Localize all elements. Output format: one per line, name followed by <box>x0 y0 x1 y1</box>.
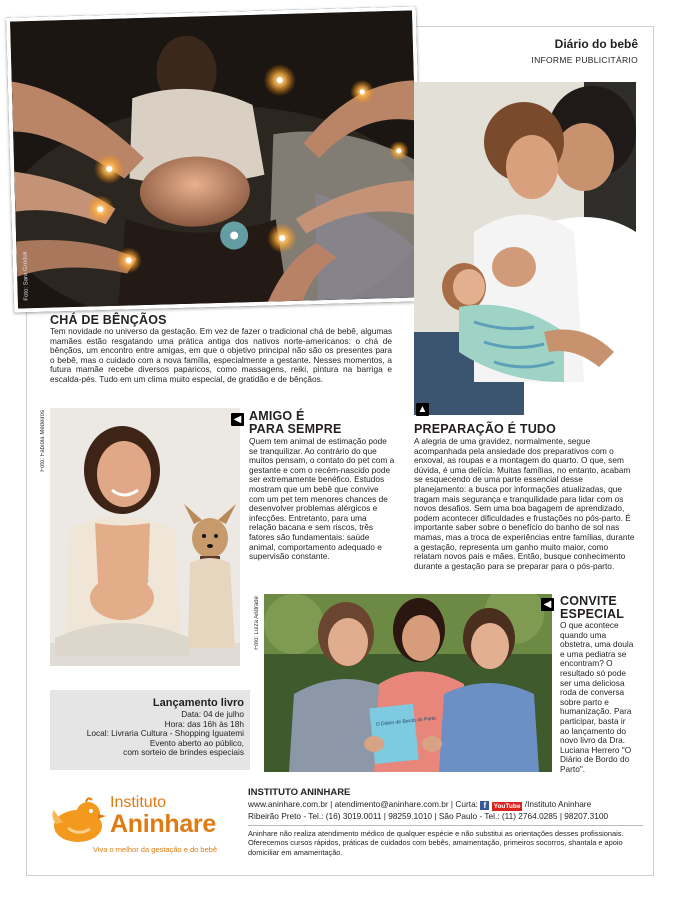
lancamento-note2: com sorteio de brindes especiais <box>123 747 244 758</box>
phone-line: Ribeirão Preto - Tel.: (16) 3019.0011 | 98259.1010 | São Paulo - Tel.: (11) 2764.0285 | 98207.3100 <box>248 811 609 821</box>
preparacao-text: A alegria de uma gravidez, normalmente, segue acompanhada pela ansiedade dos preparativos com o enxoval, as roupas e a montagem do quarto. O que, sem dúvida, é uma delícia. Muitas famílias, no entanto, acabam se esquecendo de uma parte essencial desse planejamento: a busca por informações atualizadas, que tragam mais segurança e tranquilidade para lidar com os novos desafios. Sem uma boa bagagem de aprendizado, podem acontecer dificuldades e frustações no pós-parto. É importante saber sobre o benefício do banho de sol nas mamas, mas a troca de experiências entre famílias, durante a gestação, representa um ganho muito maior, como relatam novos pais e mães. Então, busque conhecimento durante a gestação para se preparar para o pós-parto. <box>414 436 635 571</box>
email-link[interactable]: atendimento@aninhare.com.br <box>334 799 449 809</box>
logo-tagline: Viva o melhor da gestação e do bebê <box>93 845 218 854</box>
youtube-icon[interactable]: YouTube <box>493 803 521 810</box>
phone-ribeirao: Ribeirão Preto - Tel.: (16) 3019.0011 | 98259.1010 <box>248 811 433 821</box>
arrow-left-icon: ◀ <box>231 413 244 426</box>
family-photo <box>414 82 636 415</box>
arrow-left-icon: ◀ <box>541 598 554 611</box>
facebook-icon[interactable]: f <box>480 801 489 810</box>
phone-sao-paulo: São Paulo - Tel.: (11) 2764.0285 | 98207.3100 <box>438 811 609 821</box>
arrow-up-icon: ▲ <box>417 404 428 415</box>
book-photo-art <box>264 594 552 772</box>
candles-photo-art <box>10 10 420 308</box>
curta-label: Curta: <box>455 799 478 809</box>
institute-name: INSTITUTO ANINHARE <box>248 787 351 798</box>
family-photo-art <box>414 82 636 415</box>
book-photo <box>264 594 552 772</box>
photo-credit: Foto: Sara Gréduk <box>22 250 30 301</box>
lancamento-date: Data: 04 de julho <box>181 709 244 719</box>
convite-title-line2: ESPECIAL <box>560 607 625 621</box>
institute-info <box>248 787 643 857</box>
amigo-title <box>249 410 342 436</box>
header-title: Diário do bebê <box>554 37 638 51</box>
lancamento-info <box>54 697 244 758</box>
logo-line2: Aninhare <box>110 810 216 838</box>
social-handle: /Instituto Aninhare <box>524 799 592 809</box>
book-cover-text: O Diário de Bordo do Parto <box>375 715 437 728</box>
header-subtitle: INFORME PUBLICITÁRIO <box>531 55 638 65</box>
website-link[interactable]: www.aninhare.com.br <box>248 799 328 809</box>
pet-photo-art <box>50 408 240 666</box>
cha-text: Tem novidade no universo da gestação. Em vez de fazer o tradicional chá de bebê, algumas mamães estão resgatando uma prática antiga dos nativos norte-americanos: o chá de bênçãos, um encontro entre amigas, em que o objetivo principal não são os presentes para o bebê, mas o cuidado com a nova família, especialmente a gestante. Nesses momentos, a futura mamãe recebe diversos paparicos, como massagens, reiki, pintura na barriga e escalda-pés. Tudo em um clima muito especial, de gratidão e de bênçãos. <box>50 326 392 384</box>
photo-credit: Foto: Luiza Andrade <box>254 596 260 650</box>
header <box>470 37 638 65</box>
bird-logo-icon <box>48 796 108 844</box>
disclaimer: Aninhare não realiza atendimento médico de qualquer espécie e não substitui as orientações desses profissionais. Oferecemos cursos rápidos, práticas de cuidados com bebês, amamentação, primeiros socorros, shantala e apoio domiciliar em amamentação. <box>248 825 643 858</box>
amigo-title-line2: PARA SEMPRE <box>249 422 342 436</box>
convite-title <box>560 595 624 621</box>
amigo-text: Quem tem animal de estimação pode se tranquilizar. Ao contrário do que muitos pensam, o contato do pet com a gestante e com o recém-nascido pode ser extremamente benéfico. Estudos mostram que um bebê que convive com um pet tem menores chances de desenvolver problemas alérgicos e infecções. Entretanto, para uma relação bacana e sem riscos, três fatores são fundamentais: saúde animal, comportamento adequado e supervisão constante. <box>249 436 395 562</box>
photo-credit: Foto: Fabíola Medeiros <box>40 410 46 472</box>
logo <box>48 790 243 860</box>
lancamento-note1: Evento aberto ao público, <box>149 737 244 748</box>
lancamento-place: Local: Livraria Cultura - Shopping Iguatemi <box>86 728 244 739</box>
preparacao-title: PREPARAÇÃO É TUDO <box>414 422 557 436</box>
convite-title-line1: CONVITE <box>560 594 617 608</box>
convite-text: O que acontece quando uma obstetra, uma doula e uma pediatra se encontram? O resultado só pode ser uma deliciosa roda de conversa sobre parto e humanização. Para participar, basta ir ao lançamento do novo livro da Dra. Luciana Herrero "O Diário de Bordo do Parto". <box>560 620 634 774</box>
lancamento-time: Hora: das 16h às 18h <box>164 718 244 729</box>
lancamento-title: Lançamento livro <box>152 697 244 709</box>
contact-line: www.aninhare.com.br | atendimento@aninhare.com.br | Curta: f YouTube /Instituto Aninhare <box>248 799 592 810</box>
candles-photo <box>6 6 424 312</box>
cha-title: CHÁ DE BÊNÇÃOS <box>50 313 167 327</box>
amigo-title-line1: AMIGO É <box>249 409 305 423</box>
logo-line1: Instituto <box>110 794 167 811</box>
pet-photo <box>50 408 240 666</box>
